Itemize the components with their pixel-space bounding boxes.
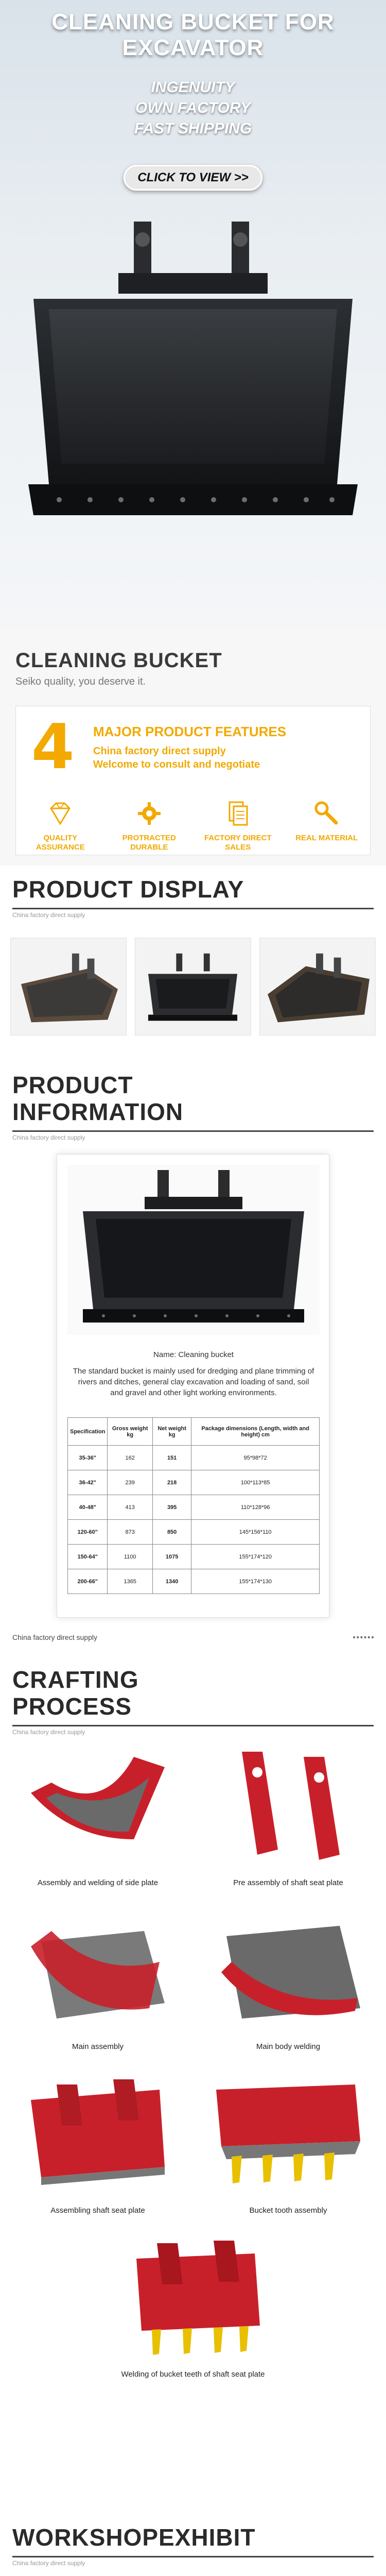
process-step-caption: Bucket tooth assembly [249, 2206, 327, 2215]
table-cell: 218 [152, 1470, 191, 1495]
process-step-image [10, 1900, 185, 2039]
product-photo [135, 938, 251, 1036]
process-step [201, 2064, 376, 2216]
section-subtitle: China factory direct supply [12, 2560, 85, 2567]
table-row [68, 1569, 320, 1594]
product-gallery [10, 938, 376, 1036]
features-line: China factory direct supply [93, 745, 226, 757]
table-cell: 151 [152, 1446, 191, 1470]
table-cell: 155*174*130 [191, 1569, 320, 1594]
process-step-image [10, 1736, 185, 1875]
process-step [10, 2064, 185, 2216]
table-row [68, 1495, 320, 1520]
process-step-caption: Assembling shaft seat plate [50, 2206, 145, 2215]
process-step-image [201, 2064, 376, 2203]
section-divider [12, 1130, 374, 1132]
process-step-image [201, 1900, 376, 2039]
table-cell: 413 [108, 1495, 152, 1520]
process-step [10, 1900, 185, 2053]
feature-label: REAL MATERIAL [295, 834, 358, 842]
process-step-image [201, 1736, 376, 1875]
section-title: CRAFTING [12, 1666, 139, 1693]
process-step-caption: Assembly and welding of side plate [37, 1878, 159, 1887]
column-header: Package dimensions (Length, width and height) cm [191, 1418, 320, 1446]
feature-item [22, 799, 99, 852]
dots-decoration [353, 1636, 374, 1638]
table-cell: 1075 [152, 1545, 191, 1569]
section-divider [12, 1725, 374, 1726]
product-photo [10, 938, 127, 1036]
feature-label: PROTRACTED DURABLE [122, 834, 176, 852]
table-cell: 1365 [108, 1569, 152, 1594]
product-main-image [67, 1165, 320, 1335]
process-step-image [106, 2228, 280, 2367]
table-row [68, 1446, 320, 1470]
table-row [68, 1545, 320, 1569]
column-header: Gross weight kg [108, 1418, 152, 1446]
diamond-icon [46, 799, 75, 828]
hero-banner [0, 0, 386, 629]
hero-tag: OWN FACTORY [135, 99, 251, 116]
feature-item [199, 799, 276, 852]
hero-title: CLEANING BUCKET FOR EXCAVATOR [51, 9, 335, 60]
feature-item [288, 799, 365, 852]
process-step-caption: Pre assembly of shaft seat plate [233, 1878, 343, 1887]
features-line: Welcome to consult and negotiate [93, 759, 260, 770]
hero-tag: FAST SHIPPING [134, 120, 252, 137]
hero-tags [0, 77, 386, 139]
table-cell: 155*174*120 [191, 1545, 320, 1569]
table-cell: 110*128*96 [191, 1495, 320, 1520]
table-cell: 36-42" [68, 1470, 108, 1495]
column-header: Specification [68, 1418, 108, 1446]
table-row [68, 1520, 320, 1545]
section-title: INFORMATION [12, 1098, 184, 1125]
intro-section [0, 629, 386, 866]
feature-item [111, 799, 188, 852]
process-step-image [10, 2064, 185, 2203]
process-steps [10, 1736, 376, 2392]
gear-icon [135, 799, 164, 828]
crafting-process-section [0, 1659, 386, 2517]
table-cell: 200-66" [68, 1569, 108, 1594]
section-subtitle: China factory direct supply [12, 1134, 85, 1141]
workshop-exhibit-section [0, 2517, 386, 2576]
table-cell: 120-60" [68, 1520, 108, 1545]
process-step [201, 1900, 376, 2053]
product-photo [259, 938, 376, 1036]
info-footer: China factory direct supply [12, 1633, 97, 1641]
table-cell: 873 [108, 1520, 152, 1545]
table-cell: 40-48" [68, 1495, 108, 1520]
features-panel [15, 706, 371, 855]
features-list [16, 799, 371, 852]
product-display-section [0, 866, 386, 1066]
process-step-caption: Welding of bucket teeth of shaft seat plate [121, 2370, 265, 2379]
table-cell: 850 [152, 1520, 191, 1545]
section-title: PROCESS [12, 1693, 132, 1720]
table-cell: 95*98*72 [191, 1446, 320, 1470]
process-step [10, 1736, 185, 1889]
table-cell: 100*113*85 [191, 1470, 320, 1495]
product-name: Name: Cleaning bucket [153, 1350, 234, 1359]
intro-subtitle: Seiko quality, you deserve it. [15, 676, 146, 687]
document-icon [223, 799, 252, 828]
section-divider [12, 908, 374, 909]
table-cell: 395 [152, 1495, 191, 1520]
section-subtitle: China factory direct supply [12, 911, 85, 919]
table-cell: 1340 [152, 1569, 191, 1594]
process-step-caption: Main assembly [72, 2042, 124, 2051]
features-heading: MAJOR PRODUCT FEATURES [93, 724, 287, 739]
section-title: PRODUCT [12, 1072, 133, 1098]
table-cell: 150-64" [68, 1545, 108, 1569]
table-row [68, 1470, 320, 1495]
click-to-view-button[interactable]: CLICK TO VIEW >> [124, 165, 262, 191]
product-information-section [0, 1066, 386, 1659]
intro-title: CLEANING BUCKET [15, 649, 222, 672]
feature-label: FACTORY DIRECT SALES [204, 834, 272, 852]
hero-bucket-image [28, 216, 358, 536]
table-cell: 162 [108, 1446, 152, 1470]
hero-tag: INGENUITY [151, 79, 235, 96]
section-title: PRODUCT DISPLAY [12, 876, 244, 903]
section-title: WORKSHOPEXHIBIT [12, 2524, 256, 2551]
process-step [10, 2228, 376, 2380]
feature-count: 4 [31, 711, 75, 783]
feature-label: QUALITY ASSURANCE [36, 834, 85, 852]
product-description: The standard bucket is mainly used for dredging and plane trimming of rivers and ditches, general clay excavation and loading of sand, soil and gravel and other light working environments. [73, 1367, 314, 1397]
table-header-row [68, 1418, 320, 1446]
process-step-caption: Main body welding [256, 2042, 321, 2051]
column-header: Net weight kg [152, 1418, 191, 1446]
spec-table [67, 1417, 320, 1594]
section-divider [12, 2556, 374, 2557]
table-cell: 239 [108, 1470, 152, 1495]
table-cell: 35-36" [68, 1446, 108, 1470]
table-cell: 1100 [108, 1545, 152, 1569]
process-step [201, 1736, 376, 1889]
table-cell: 145*156*110 [191, 1520, 320, 1545]
product-info-card [57, 1154, 329, 1618]
section-subtitle: China factory direct supply [12, 1728, 85, 1736]
wrench-icon [312, 799, 341, 828]
